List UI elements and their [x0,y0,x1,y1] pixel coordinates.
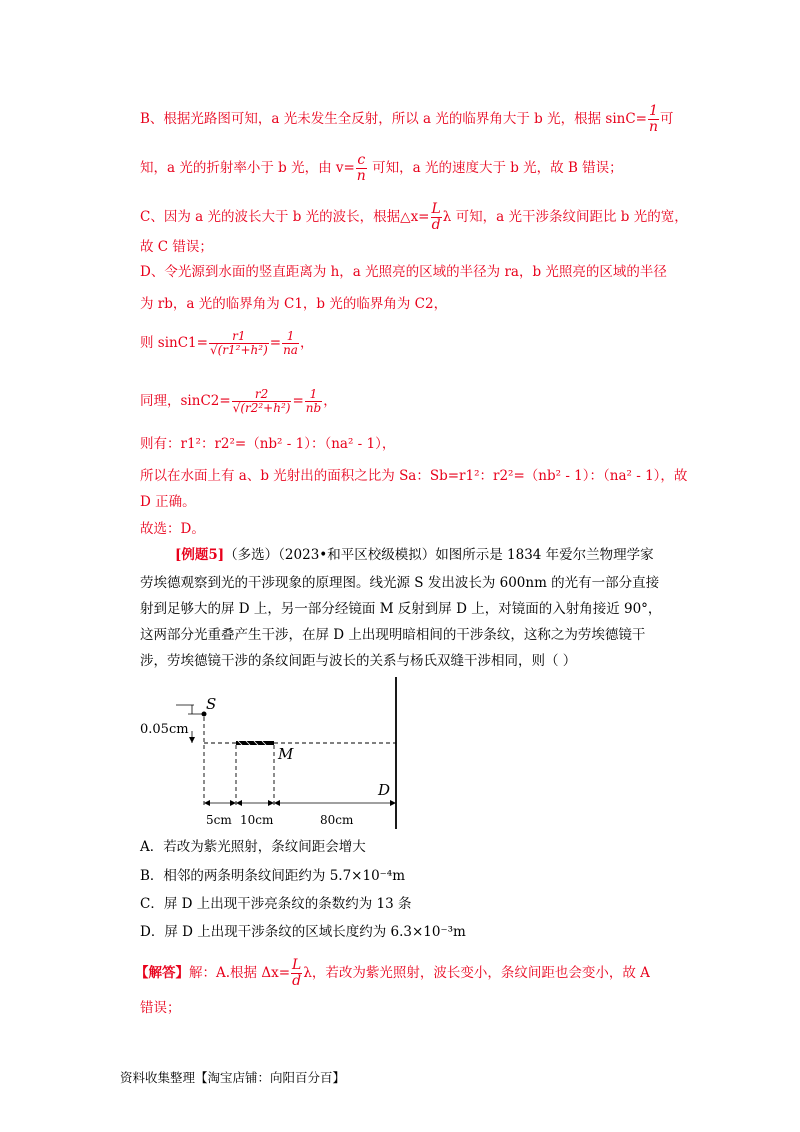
option-a: A．若改为紫光照射，条纹间距会增大 [140,839,366,855]
fraction-1-over-n: $\frac{1}{n}$ [649,103,659,135]
fraction-l-over-d: $\frac{L}{d}$ [431,201,441,233]
dim-arrowhead [230,800,236,806]
solution-b-line2: 知，a 光的折射率小于 b 光，由 v= $\frac{c}{n}$ 可知，a 光的速度大于 b 光，故 B 错误； [140,152,623,184]
lloyd-mirror-diagram [140,675,410,835]
solution-ratio: 则有：r1²：r2²=（nb² - 1）：（na² - 1）， [140,436,396,452]
height-arrow-head [189,737,195,743]
label-d: D [378,781,391,799]
example-line5: 涉，劳埃德镜干涉的条纹间距与波长的关系与杨氏双缝干涉相同，则（ ） [140,653,577,669]
label-m: M [278,745,294,763]
dim-arrowhead [236,800,242,806]
solution-c-line1: C、因为 a 光的波长大于 b 光的波长，根据△x= $\frac{L}{d}$ λ 可知，a 光干涉条纹间距比 b 光的宽， [140,201,688,233]
label-80cm: 80cm [320,813,354,827]
page-footer: 资料收集整理【淘宝店铺：向阳百分百】 [120,1070,346,1085]
solution-area-line2: D 正确。 [140,494,196,510]
fraction-r2-over-sqrt: $\frac{r2}{\text{√(r2²+h²)}}$ [232,387,291,415]
equation-sinc1: 则 sinC1= $\frac{r1}{\text{√(r1²+h²)}}$ = $\frac{1}{na}$ ， [140,329,314,357]
option-d: D．屏 D 上出现干涉条纹的区域长度约为 6.3×10⁻³m [140,924,466,940]
label-height: 0.05cm [140,722,189,737]
label-s: S [206,695,217,713]
label-10cm: 10cm [240,813,274,827]
answer-tag: 【解答】 [135,965,189,981]
solution-c-line2: 故 C 错误； [140,239,213,255]
fraction-l-over-d-answer: $\frac{L}{d}$ [292,957,302,989]
option-c: C．屏 D 上出现干涉亮条纹的条数约为 13 条 [140,896,412,912]
solution-area-line1: 所以在水面上有 a、b 光射出的面积之比为 Sa：Sb=r1²：r2²=（nb² - 1）：（na² - 1），故 [140,468,688,484]
solution-d-line1: D、令光源到水面的竖直距离为 h，a 光照亮的区域的半径为 ra，b 光照亮的区域的半径 [140,264,667,280]
dim-arrowhead [274,800,280,806]
answer-line1: 【解答】解：A.根据 Δx= $\frac{L}{d}$ λ，若改为紫光照射，波长变小，条纹间距也会变小，故 A [135,957,650,989]
fraction-c-over-n: $\frac{c}{n}$ [356,152,366,184]
example-line1: [例题5]（多选）（2023•和平区校级模拟）如图所示是 1834 年爱尔兰物理学家 [175,547,654,563]
solution-choose: 故选：D。 [140,521,205,537]
label-5cm: 5cm [206,813,232,827]
solution-b-line1: B、根据光路图可知，a 光未发生全反射，所以 a 光的临界角大于 b 光，根据 sinC= $\frac{1}{n}$ 可 [140,103,674,135]
solution-d-line2: 为 rb，a 光的临界角为 C1，b 光的临界角为 C2， [140,296,448,312]
fraction-r1-over-sqrt: $\frac{r1}{\text{√(r1²+h²)}}$ [209,329,268,357]
example-line4: 这两部分光重叠产生干涉，在屏 D 上出现明暗相间的干涉条纹，这称之为劳埃德镜干 [140,627,646,643]
example-line3: 射到足够大的屏 D 上，另一部分经镜面 M 反射到屏 D 上，对镜面的入射角接近 90°， [140,601,662,617]
example-line2: 劳埃德观察到光的干涉现象的原理图。线光源 S 发出波长为 600nm 的光有一部分直接 [140,575,660,591]
option-b: B．相邻的两条明条纹间距约为 5.7×10⁻⁴m [140,868,406,884]
example-tag: [例题5] [175,547,225,563]
fraction-1-over-nb: $\frac{1}{nb}$ [305,387,322,415]
answer-line2: 错误； [140,1000,181,1016]
equation-sinc2: 同理，sinC2= $\frac{r2}{\text{√(r2²+h²)}}$ = $\frac{1}{nb}$ ， [140,387,337,415]
dim-arrowhead [268,800,274,806]
dim-arrowhead [204,800,210,806]
fraction-1-over-na: $\frac{1}{na}$ [283,329,298,357]
